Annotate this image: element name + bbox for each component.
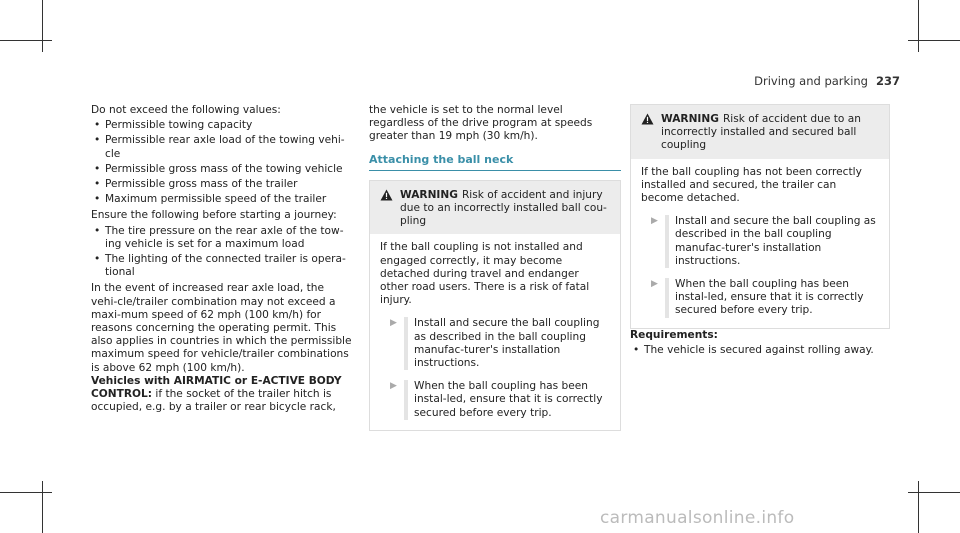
warning-body <box>631 159 889 328</box>
ensure-text: Ensure the following before starting a journey: <box>91 209 337 222</box>
warning-triangle-icon <box>380 189 400 229</box>
continued-text: the vehicle is set to the normal level regardless of the drive program at speeds greater than 19 mph (30 km/h). <box>369 104 593 143</box>
play-arrow-icon: ▶ <box>390 318 397 329</box>
section-title: Driving and parking <box>754 74 868 88</box>
warning-title-text: Risk of accident and injury due to an incorrectly installed ball cou-pling <box>400 188 607 228</box>
list-item: • The lighting of the connected trailer is opera-tional <box>91 253 353 279</box>
section-heading: Attaching the ball neck <box>369 153 621 171</box>
column-3 <box>630 104 890 360</box>
journey-list <box>91 225 353 280</box>
warning-step <box>380 380 610 420</box>
intro-text: Do not exceed the following values: <box>91 104 281 116</box>
crop-mark <box>918 0 919 52</box>
page-header <box>754 74 900 88</box>
warning-title <box>661 113 879 153</box>
crop-mark <box>918 481 919 533</box>
crop-mark <box>42 481 43 533</box>
list-item: • The vehicle is secured against rolling away. <box>630 344 890 357</box>
step-text: Install and secure the ball coupling as described in the ball coupling manufac-turer's installation instructions. <box>414 317 600 370</box>
warning-box <box>369 180 621 431</box>
warning-title-text: Risk of accident due to an incorrectly installed and secured ball coupling <box>661 113 861 152</box>
step-text: When the ball coupling has been instal-led, ensure that it is correctly secured before every trip. <box>414 380 603 419</box>
crop-mark <box>908 40 960 41</box>
list-item: • Permissible gross mass of the towing vehicle <box>91 163 353 176</box>
warning-header <box>370 181 620 235</box>
column-1 <box>91 104 353 414</box>
crop-mark <box>908 492 960 493</box>
list-item: • Permissible rear axle load of the towing vehi-cle <box>91 134 353 160</box>
step-bar <box>665 278 669 318</box>
values-list <box>91 119 353 206</box>
step-text: When the ball coupling has been instal-led, ensure that it is correctly secured before every trip. <box>675 278 864 317</box>
warning-body-text: If the ball coupling is not installed and engaged correctly, it may become detached during travel and endanger other road users. There is a risk of fatal injury. <box>380 241 590 307</box>
page-number: 237 <box>875 74 900 88</box>
step-text: Install and secure the ball coupling as described in the ball coupling manufac-turer's installation instructions. <box>675 215 876 267</box>
warning-label: WARNING <box>661 113 719 125</box>
warning-step <box>641 215 879 268</box>
event-text: In the event of increased rear axle load, the vehi-cle/trailer combination may not exceed a maxi-mum speed of 62 mph (100 km/h) for reasons concerning the operating permit. This also applies in countries in which the permissible maximum speed for vehicle/trailer combinations is above 62 mph (100 km/h). <box>91 282 352 374</box>
column-2 <box>369 104 621 431</box>
play-arrow-icon: ▶ <box>651 279 658 290</box>
play-arrow-icon: ▶ <box>651 216 658 227</box>
list-item: • Maximum permissible speed of the trailer <box>91 193 353 206</box>
watermark: carmanualsonline.info <box>600 508 795 528</box>
list-item: • Permissible towing capacity <box>91 119 353 132</box>
warning-title <box>400 189 610 229</box>
list-item: • Permissible gross mass of the trailer <box>91 178 353 191</box>
warning-step <box>641 278 879 318</box>
list-item: • The tire pressure on the rear axle of the tow-ing vehicle is set for a maximum load <box>91 225 353 251</box>
warning-body-text: If the ball coupling has not been correctly installed and secured, the trailer can become detached. <box>641 165 862 205</box>
requirements-list <box>630 344 890 357</box>
crop-mark <box>0 40 52 41</box>
warning-body <box>370 234 620 429</box>
warning-header <box>631 105 889 159</box>
warning-step <box>380 317 610 370</box>
airmatic-text: if the socket of the trailer hitch is occupied, e.g. by a trailer or rear bicycle rack, <box>91 388 336 414</box>
requirements-heading: Requirements: <box>630 328 718 341</box>
warning-label: WARNING <box>400 188 458 201</box>
play-arrow-icon: ▶ <box>390 381 397 392</box>
step-bar <box>665 215 669 268</box>
crop-mark <box>0 492 52 493</box>
step-bar <box>404 380 408 420</box>
crop-mark <box>42 0 43 52</box>
airmatic-label: Vehicles with AIRMATIC or E-ACTIVE BODY CONTROL: <box>91 374 342 401</box>
warning-box <box>630 104 890 329</box>
airmatic-paragraph <box>91 375 353 415</box>
step-bar <box>404 317 408 370</box>
warning-triangle-icon <box>641 113 661 153</box>
